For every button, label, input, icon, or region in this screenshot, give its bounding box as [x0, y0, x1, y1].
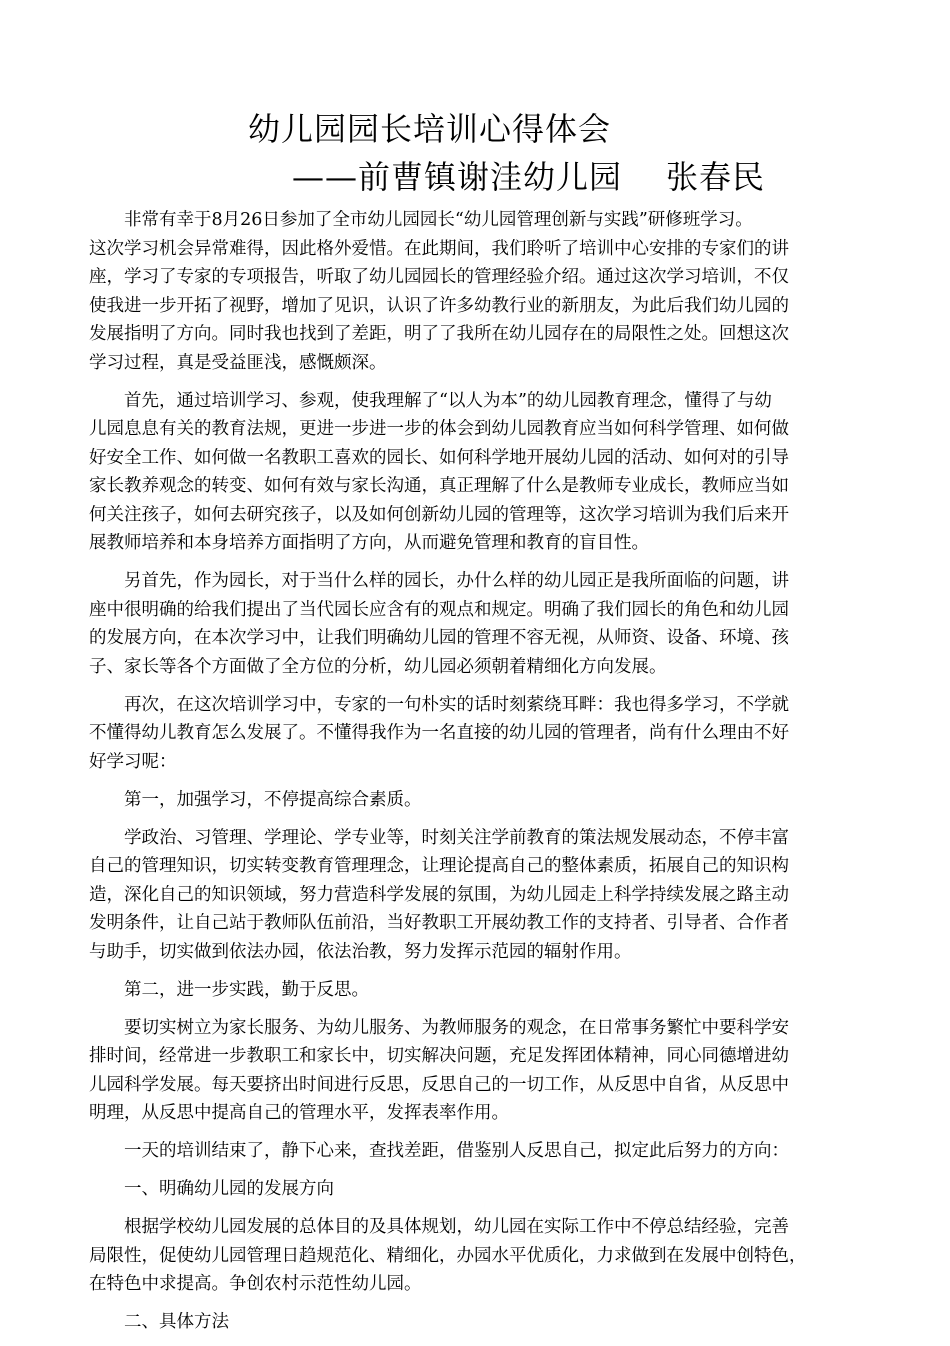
paragraph: 根据学校幼儿园发展的总体目的及具体规划，幼儿园在实际工作中不停总结经验，完善 局限性，促使幼儿园管理日趋规范化、精细化，办园水平优质化，力求做到在发展中创特色， 在特色中求提高。争创农村示范性幼儿园。 [89, 1217, 807, 1294]
section-heading: 二、具体方法 [124, 1312, 229, 1332]
paragraph: 学政治、习管理、学理论、学专业等，时刻关注学前教育的策法规发展动态，不停丰富 自己的管理知识，切实转变教育管理理念，让理论提高自己的整体素质，拓展自己的知识构 造，深化自己的知识领域，努力营造科学发展的氛围，为幼儿园走上科学持续发展之路主动 发明条件，让自己站于教师队伍前沿，当好教职工开展幼教工作的支持者、引导者、合作者 与助手，切实做到依法办园，依法治教，努力发挥示范园的辐射作用。 [89, 827, 789, 962]
section-heading: 一、明确幼儿园的发展方向 [124, 1179, 334, 1199]
section-heading: 第二，进一步实践，勤于反思。 [124, 979, 369, 1000]
author-name: 张春民 [666, 158, 766, 196]
paragraph: 要切实树立为家长服务、为幼儿服务、为教师服务的观念，在日常事务繁忙中要科学安 排时间，经常进一步教职工和家长中，切实解决问题，充足发挥团体精神，同心同德增进幼 儿园科学发展。每天要挤出时间进行反思，反思自己的一切工作，从反思中自省，从反思中 明理，从反思中提高自己的管理水平，发挥表率作用。 [89, 1017, 789, 1123]
document-title: 幼儿园园长培训心得体会 [248, 110, 612, 148]
paragraph: 再次，在这次培训学习中，专家的一句朴实的话时刻萦绕耳畔：我也得多学习，不学就 不懂得幼儿教育怎么发展了。不懂得我作为一名直接的幼儿园的管理者，尚有什么理由不好 好学习呢： [89, 694, 789, 772]
section-heading: 第一，加强学习，不停提高综合素质。 [124, 789, 422, 810]
paragraph: 非常有幸于8月26日参加了全市幼儿园园长“幼儿园管理创新与实践”研修班学习。 这次学习机会异常难得，因此格外爱惜。在此期间，我们聆听了培训中心安排的专家们的讲 座，学习了专家的专项报告，听取了幼儿园园长的管理经验介绍。通过这次学习培训，不仅 使我进一步开拓了视野，增加了见识，认识了许多幼教行业的新朋友，为此后我们幼儿园的 发展指明了方向。同时我也找到了差距，明了了我所在幼儿园存在的局限性之处。回想这次 学习过程，真是受益匪浅，感慨颇深。 [89, 210, 789, 373]
document-body [89, 206, 859, 1346]
paragraph: 首先，通过培训学习、参观，使我理解了“以人为本”的幼儿园教育理念，懂得了与幼 儿园息息有关的教育法规，更进一步进一步的体会到幼儿园教育应当如何科学管理、如何做 好安全工作、如何做一名教职工喜欢的园长、如何科学地开展幼儿园的活动、如何对的引导 家长教养观念的转变、如何有效与家长沟通，真正理解了什么是教师专业成长，教师应当如 何关注孩子，如何去研究孩子，以及如何创新幼儿园的管理等，这次学习培训为我们后来开 展教师培养和本身培养方面指明了方向，从而避免管理和教育的盲目性。 [89, 390, 789, 553]
paragraph: 一天的培训结束了，静下心来，查找差距，借鉴别人反思自己，拟定此后努力的方向： [124, 1141, 789, 1161]
paragraph: 另首先，作为园长，对于当什么样的园长，办什么样的幼儿园正是我所面临的问题，讲 座中很明确的给我们提出了当代园长应含有的观点和规定。明确了我们园长的角色和幼儿园 的发展方向，在本次学习中，让我们明确幼儿园的管理不容无视，从师资、设备、环境、孩 子、家长等各个方面做了全方位的分析，幼儿园必须朝着精细化方向发展。 [89, 571, 789, 677]
document-subtitle [292, 152, 765, 198]
school-name: ——前曹镇谢洼幼儿园 [292, 158, 623, 196]
